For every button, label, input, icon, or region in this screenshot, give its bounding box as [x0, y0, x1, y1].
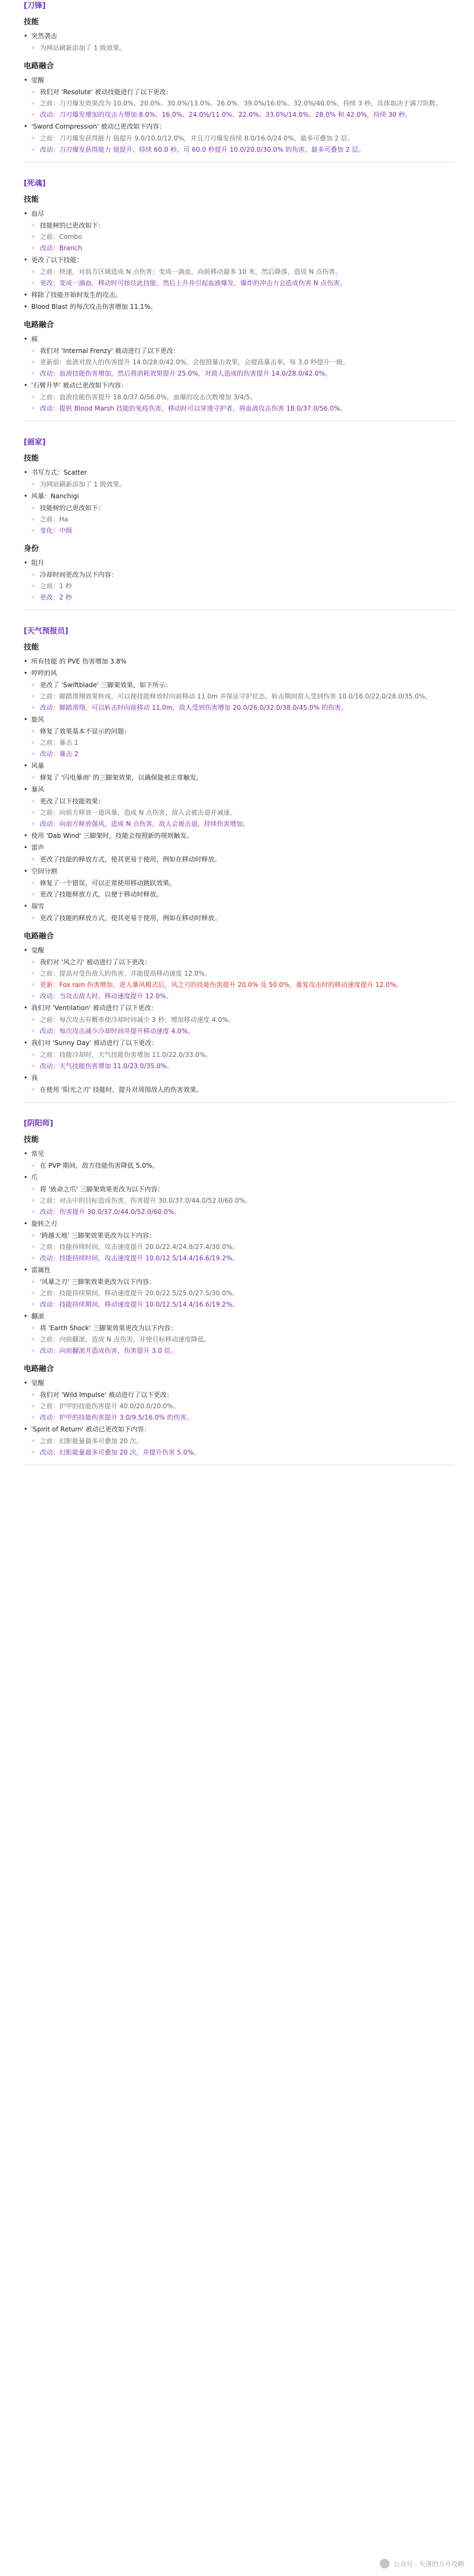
sub-list-item: ◦ 改动：刀刃爆发增加的攻击力增加 8.0%、16.0%、24.0%/11.0%、22.0%、33.0%/14.0%、28.0% 和 42.0%，持续 30 秒。 — [31, 110, 455, 119]
sub-list-item: ◦ 之前：Combo — [31, 232, 455, 242]
sub-list-item: ◦ 改动：每次攻击减少冷却时间并提升移动速度 4.0%。 — [31, 1026, 455, 1036]
sub-list-item: ◦ 改动：伤害提升 30.0/37.0/44.0/52.0/60.0%。 — [31, 1207, 455, 1217]
list-item: • 瑞雪 — [24, 901, 455, 911]
section-spacer — [24, 616, 455, 625]
list-item: • 旋风 — [24, 715, 455, 724]
section-block — [24, 334, 455, 413]
section-tag: [天气预报员] — [24, 627, 68, 636]
list-item: • '石臂升华' 被动已更改如下内容： — [24, 380, 455, 390]
sub-list-item: ◦ 之前：快速，对前方区域造成 N 点伤害；变成一滴血，向前移动最多 10 米，然后降落，造成 N 点伤害。 — [31, 267, 455, 277]
list-item: • 使用 'Dab Wind' 三脚架时，技能会按照新的规则触发。 — [24, 831, 455, 841]
section-heading: 电路融合 — [24, 321, 54, 329]
sub-list-item: ◦ 更改了以下技能效果： — [31, 796, 455, 806]
sub-list-item: ◦ 改动：当攻击敌人时，移动速度提升 12.0%。 — [31, 991, 455, 1001]
list-item: • 血尽 — [24, 209, 455, 218]
list-item: • 常见 — [24, 1149, 455, 1159]
sub-list-item: ◦ 之前：提高对受伤敌人的伤害，并能提高移动速度 12.0%。 — [31, 969, 455, 978]
sub-list-item: ◦ 改动：向前翻滚并造成伤害，伤害提升 3.0 倍。 — [31, 1346, 455, 1356]
section-block — [24, 657, 455, 923]
sub-list-item: ◦ 技能树的已更改如下： — [31, 503, 455, 513]
sub-list-item: ◦ 更改了技能的释放方式，使其更易于使用，例如在移动时释放。 — [31, 913, 455, 923]
section-heading: 技能 — [24, 454, 39, 463]
sub-list-item: ◦ 改动：幻影能量最多可叠加 20 次，并提升伤害 5.0%。 — [31, 1448, 455, 1457]
list-item: • 爪 — [24, 1173, 455, 1182]
section-divider — [24, 1102, 455, 1103]
watermark-text: 公众号 · 失落的方舟攻略 — [393, 2560, 464, 2568]
section-block — [24, 209, 455, 312]
sub-list-item: ◦ 之前：Ha — [31, 514, 455, 524]
sub-list-item: ◦ 在使用 '阳光之刃' 技能时，提升对周围敌人的伤害效果。 — [31, 1085, 455, 1095]
section-block — [24, 945, 455, 1095]
sub-list-item: ◦ 更新：Fox rain 伤害增加，进入暴风模式后，风之刃的技能伤害提升 20.0% 及 50.0%，重复攻击时的移动速度提升 12.0%。 — [31, 980, 455, 990]
section-tag: [刀锋] — [24, 2, 46, 10]
section-spacer — [24, 1471, 455, 1480]
section-block — [24, 558, 455, 602]
sub-list-item: ◦ 改动：脚踏滑翔，可以斩击时向前移动 11.0m，敌人受到伤害增加 20.0/26.0/32.0/38.0/45.0% 的伤害。 — [31, 703, 455, 712]
sub-list-item: ◦ 之前：对击中的目标造成伤害，伤害提升 30.0/37.0/44.0/52.0/60.0%。 — [31, 1196, 455, 1205]
list-item: • 书写方式：Scatter — [24, 468, 455, 477]
section-divider — [24, 162, 455, 163]
sub-list-item: ◦ 修复了效果基本不显示的问题： — [31, 726, 455, 736]
sub-list-item: ◦ 变化：中级 — [31, 526, 455, 535]
sub-list-item: ◦ 改动：暴击 2 — [31, 749, 455, 759]
list-item: • Blood Blast 的每次攻击伤害增加 11.1%。 — [24, 302, 455, 312]
sub-list-item: ◦ 冷却时间更改为以下内容： — [31, 570, 455, 580]
section-heading: 技能 — [24, 1135, 39, 1144]
sub-list-item: ◦ 改动：提供 Blood Marsh 技能的免疫伤害，移动时可以穿透守护者，将血液攻击伤害 18.0/37.0/56.0%。 — [31, 404, 455, 413]
sub-list-item: ◦ 为网站刷新添加了 1 级效果。 — [31, 479, 455, 489]
section-block — [24, 75, 455, 154]
section-tag: [阴阳师] — [24, 1119, 53, 1128]
sub-list-item: ◦ 之前：脚踏滑翔效果转成，可以使技能释放时向前移动 11.0m 并保证守护状态，斩击期间敌人受到伤害 10.0/16.0/22.0/28.0/35.0%。 — [31, 691, 455, 701]
list-item: • 觉醒 — [24, 75, 455, 85]
sub-list-item: ◦ '风暴之刃' 三脚架效果更改为以下内容： — [31, 1277, 455, 1287]
section-heading: 身份 — [24, 545, 39, 553]
sub-list-item: ◦ 之前：刀刃爆发获得能力 值提升 9.0/10.0/12.0%，并且刀刃爆发持续 8.0/16.0/24.0%，最多可叠加 2 层。 — [31, 133, 455, 143]
list-item: • 突然袭击 — [24, 31, 455, 41]
list-item: • 雷属性 — [24, 1265, 455, 1275]
sub-list-item: ◦ 之前：血液技能伤害提升 18.0/37.0/56.0%，血爆的攻击次数增加 3/4/5。 — [31, 392, 455, 402]
section-block — [24, 1149, 455, 1356]
list-item: • 移除了技能开始时发生的攻击。 — [24, 290, 455, 300]
section-block — [24, 1378, 455, 1457]
section-heading: 技能 — [24, 18, 39, 26]
section-heading: 电路融合 — [24, 62, 54, 70]
list-item: • 阻月 — [24, 558, 455, 568]
section-tag: [画家] — [24, 438, 46, 447]
list-item: • 所有技能 的 PVE 伤害增加 3.8% — [24, 657, 455, 666]
sub-list-item: ◦ 更改了技能的释放方式，使其更易于使用，例如在移动时释放。 — [31, 855, 455, 864]
wechat-icon — [380, 2559, 389, 2568]
sub-list-item: ◦ 改动：血液技能伤害增加，然后将消耗效果提升 25.0%，对敌人造成的伤害提升 14.0/28.0/42.0%。 — [31, 369, 455, 378]
list-item: • 觉醒 — [24, 1378, 455, 1388]
sub-list-item: ◦ 之前：技能持续时间，攻击速度提升 20.0/22.4/24.8/27.4/30.0%。 — [31, 1242, 455, 1252]
sub-list-item: ◦ 更改：变成一滴血，移动时可按住此技能，然后上升并引起血液爆发，爆炸的冲击力会造成伤害 N 点伤害。 — [31, 278, 455, 288]
sub-list-item: ◦ 修复了 '闪电暴雨' 的三脚架效果，以确保能被正常触发。 — [31, 773, 455, 782]
section-heading: 电路融合 — [24, 932, 54, 941]
sub-list-item: ◦ 之前：暴击 1 — [31, 738, 455, 747]
section-heading: 电路融合 — [24, 1365, 54, 1373]
list-item: • 我们对 'Ventilation' 被动进行了以下更改： — [24, 1003, 455, 1013]
list-item: • 更改了以下技能： — [24, 255, 455, 265]
sub-list-item: ◦ 之前：护甲的技能伤害提升 40.0/20.0/20.0%。 — [31, 1401, 455, 1411]
list-item: • 我 — [24, 1073, 455, 1083]
sub-list-item: ◦ 更改了 'Swiftblade' 三脚架效果，如下所示： — [31, 680, 455, 690]
sub-list-item: ◦ 更新前：血液对敌人的伤害提升 14.0/28.0/42.0%，会按照暴击效果，会提高暴击率，每 3.0 秒提升一级。 — [31, 357, 455, 367]
list-item: • 哼哼的风 — [24, 668, 455, 678]
list-item: • 空间分割 — [24, 866, 455, 876]
sub-list-item: ◦ 之前：向前翻滚，造成 N 点伤害，并使目标移动速度降低。 — [31, 1335, 455, 1344]
sub-list-item: ◦ 我们对 '风之刃' 被动进行了以下更改： — [31, 957, 455, 967]
sub-list-item: ◦ 我们对 'Resolute' 被动技能进行了以下更改： — [31, 87, 455, 97]
section-spacer — [24, 427, 455, 436]
sub-list-item: ◦ 之前：幻影能量最多可叠加 20 次。 — [31, 1436, 455, 1446]
sub-list-item: ◦ 我们对 'Internal Frenzy' 被动进行了以下更改： — [31, 346, 455, 356]
list-item: • 旋转之刃 — [24, 1219, 455, 1229]
sub-list-item: ◦ '跨越天地' 三脚架效果更改为以下内容： — [31, 1231, 455, 1240]
sub-list-item: ◦ 之前：每次攻击有概率使冷却时间减少 3 秒，增加移动速度 4.0%。 — [31, 1015, 455, 1025]
sub-list-item: ◦ 将 '致命之爪' 三脚架效果更改为以下内容： — [31, 1184, 455, 1194]
sub-list-item: ◦ 改动：护甲的技能伤害提升 3.0/9.5/16.0% 的伤害。 — [31, 1413, 455, 1422]
section-tag: [死魂] — [24, 179, 46, 188]
list-item: • 雷声 — [24, 843, 455, 852]
section-block — [24, 468, 455, 535]
sub-list-item: ◦ 改动：向前方释放强风，造成 N 点伤害，敌人会被击退，持续伤害增加。 — [31, 819, 455, 829]
patch-notes-content — [24, 0, 455, 1480]
sub-list-item: ◦ 改动：刀刃爆发获得能力 值提升，持续 60.0 秒，可 60.0 秒提升 10.0/20.0/30.0% 的伤害，最多可叠加 2 层。 — [31, 145, 455, 154]
sub-list-item: ◦ 之前：1 秒 — [31, 581, 455, 591]
sub-list-item: ◦ 更改了技能释放方式，以便于移动时释放。 — [31, 890, 455, 899]
list-item: • 风暴：Nanchigi — [24, 491, 455, 501]
section-spacer — [24, 1108, 455, 1118]
sub-list-item: ◦ 在 PVP 期间，敌方技能伤害降低 5.0%。 — [31, 1161, 455, 1170]
list-item: • 暴风 — [24, 785, 455, 794]
sub-list-item: ◦ 之前：刀刃爆发效果改为 10.0%、20.0%、30.0%/13.0%、26.0%、39.0%/16.0%、32.0%/40.0%，持续 3 秒，具体取决于满刀阶数。 — [31, 98, 455, 108]
sub-list-item: ◦ 之前：向前方释放一道风暴，造成 N 点伤害，敌人会被击退并减速。 — [31, 808, 455, 817]
sub-list-item: ◦ 将 'Earth Shock' 三脚架效果更改为以下内容： — [31, 1323, 455, 1333]
list-item: • 'Sword Compression' 被动已更改如下内容： — [24, 122, 455, 131]
sub-list-item: ◦ 改动：技能持续时间，攻击速度提升 10.0/12.5/14.4/16.6/19.2%。 — [31, 1253, 455, 1263]
section-block — [24, 31, 455, 53]
list-item: • 'Spirit of Return' 被动已更改如下内容： — [24, 1424, 455, 1434]
list-item: • 风暴 — [24, 761, 455, 771]
watermark — [380, 2559, 464, 2568]
sub-list-item: ◦ 改动：技能持续期间，移动速度提升 10.0/12.5/14.4/16.6/19.2%。 — [31, 1300, 455, 1309]
sub-list-item: ◦ 改动：Branch — [31, 243, 455, 253]
list-item: • 觉醒 — [24, 945, 455, 955]
sub-list-item: ◦ 改动：天气技能伤害增加 11.0/23.0/35.0%。 — [31, 1061, 455, 1071]
list-item: • 疯 — [24, 334, 455, 344]
list-item: • 翻滚 — [24, 1311, 455, 1321]
sub-list-item: ◦ 修复了一个错误，可以正常使用移动跳跃效果。 — [31, 878, 455, 888]
sub-list-item: ◦ 我们对 'Wild Impulse' 被动进行了以下更改： — [31, 1390, 455, 1400]
sub-list-item: ◦ 更改：2 秒 — [31, 592, 455, 602]
list-item: • 我们对 'Sunny Day' 被动进行了以下更改： — [24, 1038, 455, 1048]
sub-list-item: ◦ 之前：技能冷却时，天气技能伤害增加 11.0/22.0/33.0%。 — [31, 1050, 455, 1060]
section-spacer — [24, 168, 455, 178]
sub-list-item: ◦ 为网站刷新添加了 1 级效果。 — [31, 43, 455, 53]
section-heading: 技能 — [24, 195, 39, 204]
sub-list-item: ◦ 技能树的已更改如下： — [31, 221, 455, 230]
sub-list-item: ◦ 之前：技能持续期间，移动速度提升 20.0/22.5/25.0/27.5/30.0%。 — [31, 1288, 455, 1298]
section-heading: 技能 — [24, 643, 39, 652]
